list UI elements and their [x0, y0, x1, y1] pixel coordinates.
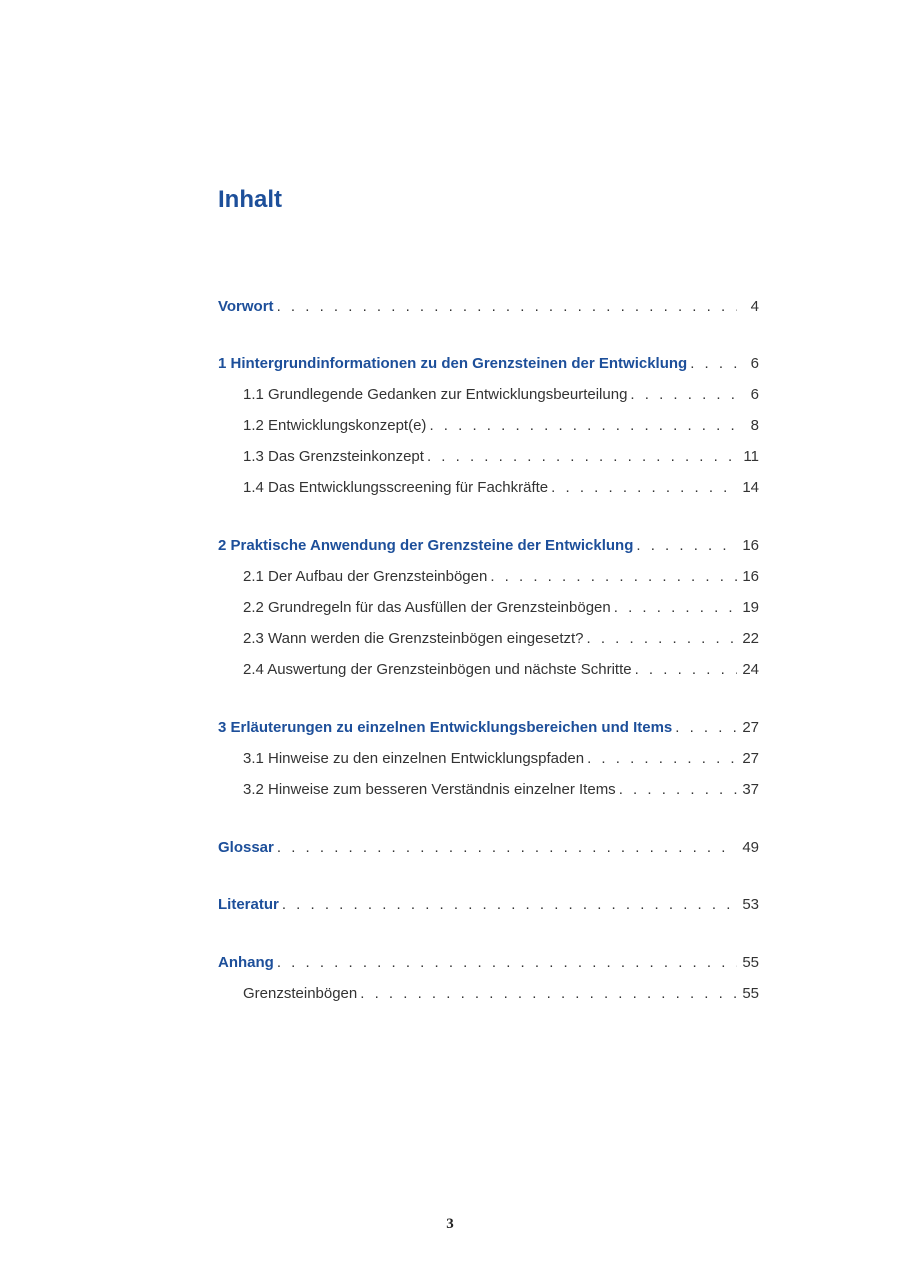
toc-entry-label: 2.3 Wann werden die Grenzsteinbögen eingesetzt?: [243, 630, 584, 647]
toc-entry-page: 4: [750, 298, 759, 315]
toc-entry-page: 24: [742, 661, 759, 678]
toc-leader-dots: [619, 777, 737, 803]
toc-leader-dots: [675, 715, 737, 741]
toc-entry-chapter-3[interactable]: [218, 715, 759, 741]
toc-entry-section-1-1[interactable]: [243, 382, 759, 408]
toc-entry-label: 2 Praktische Anwendung der Grenzsteine der Entwicklung: [218, 537, 634, 554]
toc-entry-label: Grenzsteinbögen: [243, 985, 358, 1002]
toc-entry-section-2-1[interactable]: [243, 564, 759, 590]
toc-entry-section-1-3[interactable]: [243, 444, 759, 470]
toc-entry-page: 55: [742, 954, 759, 971]
toc-entry-page: 16: [742, 537, 759, 554]
toc-entry-section-3-2[interactable]: [243, 777, 759, 803]
toc-entry-section-1-2[interactable]: [243, 413, 759, 439]
toc-entry-chapter-2[interactable]: [218, 533, 759, 559]
toc-entry-page: 37: [742, 781, 759, 798]
toc-entry-page: 6: [750, 355, 759, 372]
toc-entry-label: Vorwort: [218, 298, 274, 315]
toc-leader-dots: [630, 382, 737, 408]
toc-leader-dots: [690, 351, 737, 377]
toc-leader-dots: [587, 746, 737, 772]
toc-entry-section-3-1[interactable]: [243, 746, 759, 772]
toc-entry-vorwort[interactable]: [218, 294, 759, 320]
toc-entry-label: Glossar: [218, 839, 274, 856]
toc-leader-dots: [635, 657, 737, 683]
page-number: 3: [446, 1216, 454, 1232]
toc-leader-dots: [277, 835, 737, 861]
toc-entry-literatur[interactable]: [218, 892, 759, 918]
toc-entry-page: 49: [742, 839, 759, 856]
toc-entry-label: 3.2 Hinweise zum besseren Verständnis einzelner Items: [243, 781, 616, 798]
toc-entry-label: 3.1 Hinweise zu den einzelnen Entwicklungspfaden: [243, 750, 585, 767]
toc-leader-dots: [636, 533, 737, 559]
toc-leader-dots: [427, 444, 737, 470]
toc-entry-label: 1.4 Das Entwicklungsscreening für Fachkräfte: [243, 479, 549, 496]
toc-leader-dots: [277, 294, 737, 320]
toc-entry-section-2-2[interactable]: [243, 595, 759, 621]
toc-leader-dots: [587, 626, 738, 652]
toc-leader-dots: [551, 475, 737, 501]
toc-entry-page: 19: [742, 599, 759, 616]
toc-entry-label: 1.2 Entwicklungskonzept(e): [243, 417, 427, 434]
toc-entry-label: 3 Erläuterungen zu einzelnen Entwicklungsbereichen und Items: [218, 719, 673, 736]
toc-entry-label: 2.4 Auswertung der Grenzsteinbögen und nächste Schritte: [243, 661, 632, 678]
toc-entry-label: 2.1 Der Aufbau der Grenzsteinbögen: [243, 568, 488, 585]
toc-entry-glossar[interactable]: [218, 835, 759, 861]
toc-leader-dots: [360, 981, 737, 1007]
toc-entry-anhang[interactable]: [218, 950, 759, 976]
toc-leader-dots: [614, 595, 737, 621]
toc-entry-label: Anhang: [218, 954, 274, 971]
toc-entry-page: 14: [742, 479, 759, 496]
toc-entry-page: 6: [750, 386, 759, 403]
toc-entry-grenzsteinboegen[interactable]: [243, 981, 759, 1007]
toc-entry-page: 22: [742, 630, 759, 647]
toc-entry-page: 11: [743, 448, 759, 465]
toc-entry-section-2-4[interactable]: [243, 657, 759, 683]
toc-leader-dots: [429, 413, 737, 439]
toc-entry-page: 53: [742, 896, 759, 913]
toc-entry-page: 55: [742, 985, 759, 1002]
toc-entry-label: 2.2 Grundregeln für das Ausfüllen der Grenzsteinbögen: [243, 599, 611, 616]
toc-entry-page: 27: [742, 719, 759, 736]
toc-entry-page: 16: [742, 568, 759, 585]
toc-entry-label: Literatur: [218, 896, 279, 913]
toc-leader-dots: [277, 950, 737, 976]
toc-entry-section-2-3[interactable]: [243, 626, 759, 652]
toc-entry-label: 1.1 Grundlegende Gedanken zur Entwicklungsbeurteilung: [243, 386, 628, 403]
toc-leader-dots: [282, 892, 737, 918]
toc-entry-label: 1.3 Das Grenzsteinkonzept: [243, 448, 424, 465]
toc-entry-page: 8: [750, 417, 759, 434]
page-title: Inhalt: [218, 186, 282, 213]
toc-entry-section-1-4[interactable]: [243, 475, 759, 501]
toc-leader-dots: [490, 564, 737, 590]
toc-entry-page: 27: [742, 750, 759, 767]
toc-entry-label: 1 Hintergrundinformationen zu den Grenzsteinen der Entwicklung: [218, 355, 688, 372]
toc-entry-chapter-1[interactable]: [218, 351, 759, 377]
